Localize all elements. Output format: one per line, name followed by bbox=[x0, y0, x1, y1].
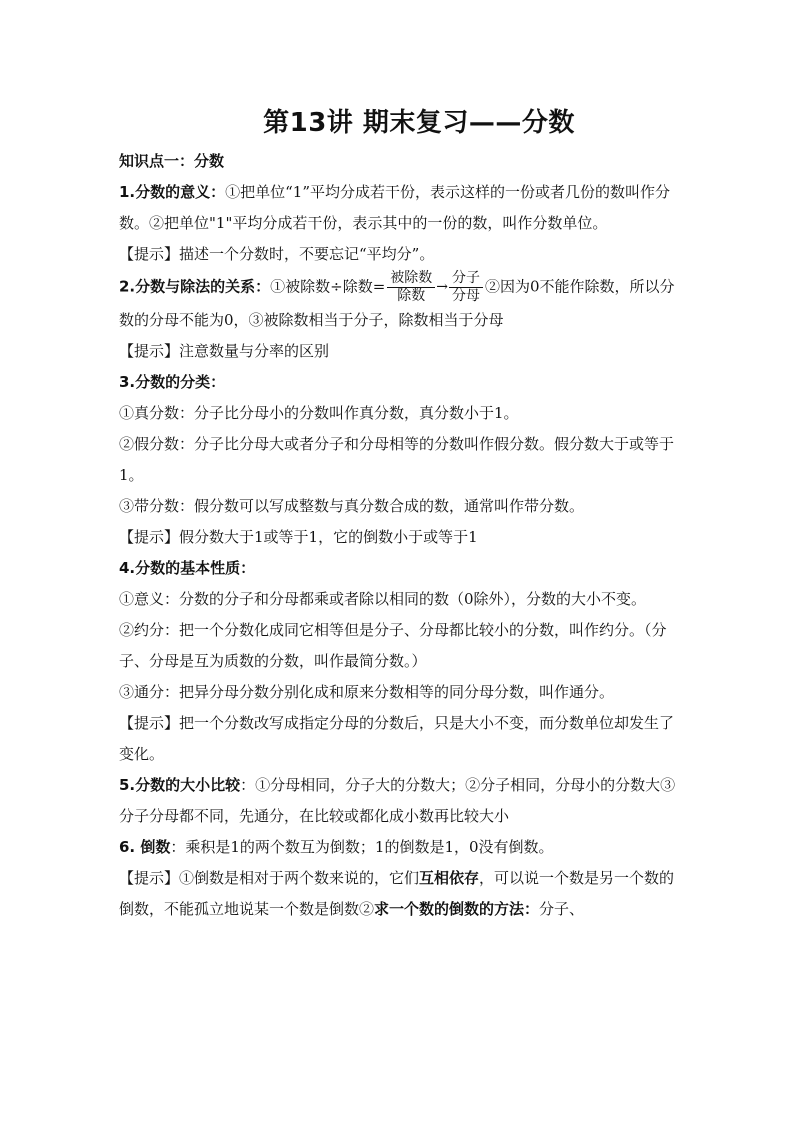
tip-text: 【提示】①倒数是相对于两个数来说的，它们 bbox=[119, 869, 420, 887]
document-body bbox=[119, 146, 679, 925]
paragraph-common-denominator: ③通分：把异分母分数分别化成和原来分数相等的同分母分数，叫作通分。 bbox=[119, 683, 615, 701]
tip-6 bbox=[119, 863, 679, 925]
paragraph-label: 4.分数的基本性质： bbox=[119, 559, 256, 577]
tip-1: 【提示】描述一个分数时，不要忘记“平均分”。 bbox=[119, 245, 435, 263]
paragraph-reduction: ②约分：把一个分数化成同它相等但是分子、分母都比较小的分数，叫作约分。（分子、分母是互为质数的分数，叫作最简分数。） bbox=[119, 621, 667, 670]
page-title: 第13讲 期末复习——分数 bbox=[263, 108, 575, 138]
fraction-dividend-divisor bbox=[387, 270, 435, 305]
section-heading: 知识点一：分数 bbox=[119, 152, 225, 170]
fraction-numerator: 分子 bbox=[449, 270, 483, 288]
paragraph-text: ①被除数÷除数= bbox=[270, 277, 386, 296]
paragraph-meaning bbox=[119, 177, 679, 239]
tip-3: 【提示】假分数大于1或等于1，它的倒数小于或等于1 bbox=[119, 528, 478, 546]
arrow-right-icon: → bbox=[436, 279, 449, 295]
fraction-denominator: 分母 bbox=[452, 288, 481, 304]
paragraph-text: ①把单位“1”平均分成若干份，表示这样的一份或者几份的数叫作分数。②把单位"1"平均分成若干份，表示其中的一份的数，叫作分数单位。 bbox=[119, 183, 671, 232]
paragraph-reciprocal bbox=[119, 832, 679, 863]
paragraph-text: ：①分母相同，分子大的分数大；②分子相同，分母小的分数大③分子分母都不同，先通分，在比较或都化成小数再比较大小 bbox=[119, 776, 676, 825]
paragraph-division bbox=[119, 270, 679, 336]
paragraph-label: 5.分数的大小比较 bbox=[119, 776, 241, 794]
paragraph-label: 6. 倒数 bbox=[119, 838, 171, 856]
paragraph-text: ：乘积是1的两个数互为倒数；1的倒数是1，0没有倒数。 bbox=[170, 838, 554, 856]
paragraph-label: 1.分数的意义： bbox=[119, 183, 226, 201]
tip-4: 【提示】把一个分数改写成指定分母的分数后，只是大小不变，而分数单位却发生了变化。 bbox=[119, 714, 675, 763]
fraction-numerator-denominator bbox=[449, 270, 483, 305]
paragraph-label: 2.分数与除法的关系： bbox=[119, 277, 271, 296]
paragraph-mixed-number: ③带分数：假分数可以写成整数与真分数合成的数，通常叫作带分数。 bbox=[119, 497, 585, 515]
fraction-numerator: 被除数 bbox=[387, 270, 435, 288]
paragraph-improper-fraction: ②假分数：分子比分母大或者分子和分母相等的分数叫作假分数。假分数大于或等于1。 bbox=[119, 435, 675, 484]
tip-text: 分子、 bbox=[539, 900, 585, 918]
paragraph-proper-fraction: ①真分数：分子比分母小的分数叫作真分数，真分数小于1。 bbox=[119, 404, 519, 422]
paragraph-comparison bbox=[119, 770, 679, 832]
paragraph-label: 3.分数的分类： bbox=[119, 373, 226, 391]
fraction-denominator: 除数 bbox=[397, 288, 426, 304]
tip-2: 【提示】注意数量与分率的区别 bbox=[119, 342, 330, 360]
tip-emphasis: 求一个数的倒数的方法： bbox=[374, 900, 540, 918]
tip-text: ，可以说一个数是另一个数的倒数，不能孤立地说某一个数是倒数② bbox=[119, 869, 675, 918]
paragraph-text: ②因为0不能作除数，所以分数的分母不能为0，③被除数相当于分子，除数相当于分母 bbox=[119, 277, 675, 329]
tip-emphasis: 互相依存 bbox=[419, 869, 480, 887]
paragraph-property-meaning: ①意义：分数的分子和分母都乘或者除以相同的数（0除外），分数的大小不变。 bbox=[119, 590, 647, 608]
